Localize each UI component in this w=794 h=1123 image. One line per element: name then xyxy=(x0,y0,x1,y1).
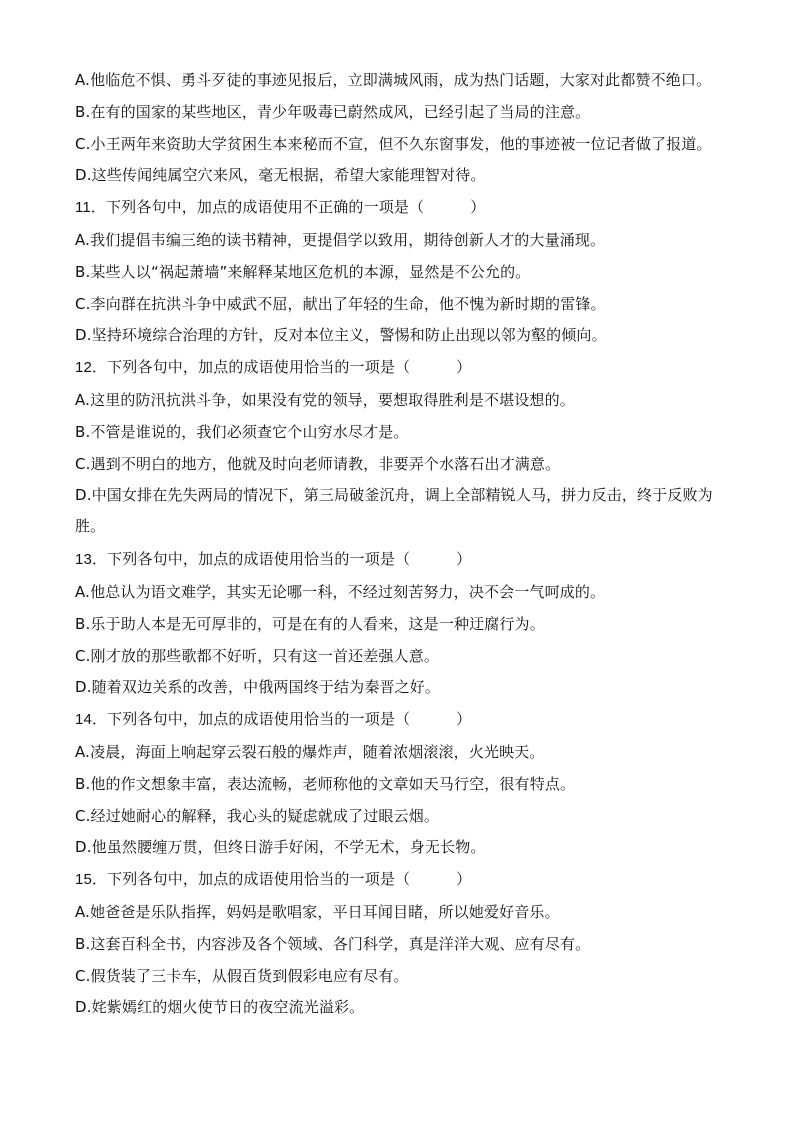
q15-option-a: A.她爸爸是乐队指挥，妈妈是歌唱家，平日耳闻目睹，所以她爱好音乐。 xyxy=(75,902,560,921)
q12-stem-text: 下列各句中，加点的成语使用恰当的一项是（ xyxy=(107,358,411,377)
q11-stem xyxy=(75,197,725,218)
q10-option-b: B.在有的国家的某些地区，青少年吸毒已蔚然成风，已经引起了当局的注意。 xyxy=(75,102,591,121)
q11-stem-text: 下列各句中，加点的成语使用不正确的一项是（ xyxy=(106,198,425,217)
q11-option-a: A.我们提倡韦编三绝的读书精神，更提倡学以致用，期待创新人才的大量涌现。 xyxy=(75,230,606,249)
q12-option-b: B.不管是谁说的，我们必须查它个山穷水尽才是。 xyxy=(75,422,409,441)
q13-option-b: B.乐于助人本是无可厚非的，可是在有的人看来，这是一种迂腐行为。 xyxy=(75,614,545,633)
q14-option-a: A.凌晨，海面上响起穿云裂石般的爆炸声，随着浓烟滚滚，火光映天。 xyxy=(75,742,545,761)
q13-stem xyxy=(75,549,725,570)
q15-option-c: C.假货装了三卡车，从假百货到假彩电应有尽有。 xyxy=(75,966,409,985)
q11-stem-close: ） xyxy=(470,198,486,217)
q10-option-c: C.小王两年来资助大学贫困生本来秘而不宣，但不久东窗事发，他的事迹被一位记者做了报道。 xyxy=(75,134,712,153)
q13-option-c: C.刚才放的那些歌都不好听，只有这一首还差强人意。 xyxy=(75,646,439,665)
q13-stem-text: 下列各句中，加点的成语使用恰当的一项是（ xyxy=(107,550,411,569)
q10-option-d: D.这些传闻纯属空穴来风，毫无根据，希望大家能理智对待。 xyxy=(75,166,486,185)
q12-number: 12． xyxy=(75,359,108,377)
q10-option-a: A.他临危不惧、勇斗歹徒的事迹见报后，立即满城风雨，成为热门话题，大家对此都赞不绝口。 xyxy=(75,71,712,89)
q12-option-a: A.这里的防汛抗洪斗争，如果没有党的领导，要想取得胜利是不堪设想的。 xyxy=(75,390,575,409)
q14-stem xyxy=(75,709,725,730)
q14-stem-text: 下列各句中，加点的成语使用恰当的一项是（ xyxy=(107,710,411,729)
q13-option-a: A.他总认为语文难学，其实无论哪一科，不经过刻苦努力，决不会一气呵成的。 xyxy=(75,582,606,601)
q13-number: 13． xyxy=(75,551,108,569)
q11-number: 11． xyxy=(75,199,107,217)
q13-stem-close: ） xyxy=(456,550,472,569)
q15-stem xyxy=(75,869,725,890)
q14-option-b: B.他的作文想象丰富，表达流畅，老师称他的文章如天马行空，很有特点。 xyxy=(75,774,576,793)
q11-option-b: B.某些人以“祸起萧墙”来解释某地区危机的本源，显然是不公允的。 xyxy=(75,262,531,281)
q15-number: 15． xyxy=(75,871,108,889)
q12-stem xyxy=(75,357,725,378)
q15-option-d: D.姹紫嫣红的烟火使节日的夜空流光溢彩。 xyxy=(75,998,365,1017)
q15-option-b: B.这套百科全书，内容涉及各个领域、各门科学，真是洋洋大观、应有尽有。 xyxy=(75,934,591,953)
q15-stem-close: ） xyxy=(456,870,472,889)
q11-option-c: C.李向群在抗洪斗争中威武不屈，献出了年轻的生命，他不愧为新时期的雷锋。 xyxy=(75,294,606,313)
q12-option-d: D.中国女排在先失两局的情况下，第三局破釜沉舟，调上全部精锐人马，拼力反击，终于反败为胜。 xyxy=(75,485,713,536)
q12-stem-close: ） xyxy=(456,358,472,377)
q14-stem-close: ） xyxy=(456,710,472,729)
q13-option-d: D.随着双边关系的改善，中俄两国终于结为秦晋之好。 xyxy=(75,678,441,697)
q14-option-d: D.他虽然腰缠万贯，但终日游手好闲，不学无术，身无长物。 xyxy=(75,838,486,857)
q11-option-d: D.坚持环境综合治理的方针，反对本位主义，警惕和防止出现以邻为壑的倾向。 xyxy=(75,326,607,345)
q15-stem-text: 下列各句中，加点的成语使用恰当的一项是（ xyxy=(107,870,411,889)
q14-option-c: C.经过她耐心的解释，我心头的疑虑就成了过眼云烟。 xyxy=(75,806,439,825)
document-content xyxy=(75,70,725,1029)
q12-option-c: C.遇到不明白的地方，他就及时向老师请教，非要弄个水落石出才满意。 xyxy=(75,454,561,473)
q14-number: 14． xyxy=(75,711,108,729)
